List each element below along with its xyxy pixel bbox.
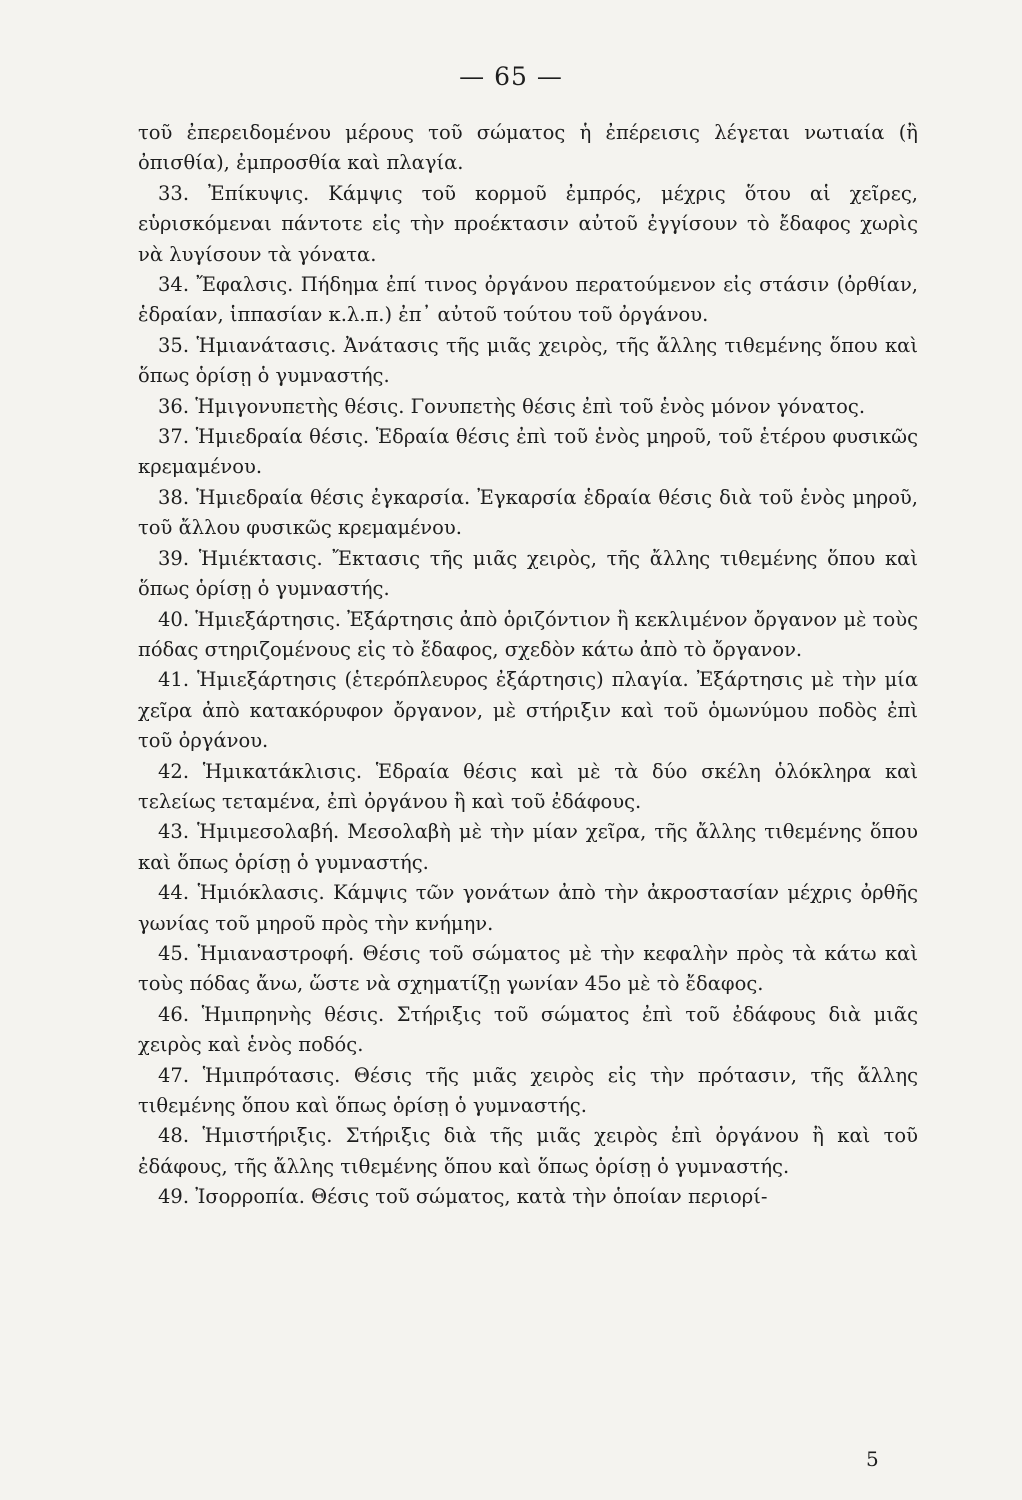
entry-41: 41. Ἡμιεξάρτησις (ἑτερόπλευρος ἐξάρτησις) πλαγία. Ἐξάρτησις μὲ τὴν μία χεῖρα ἀπὸ κατακόρυφον ὄργανον, μὲ στήριξιν καὶ τοῦ ὁμωνύμου ποδὸς ἐπὶ τοῦ ὀργάνου.	[138, 668, 918, 753]
paragraph-continuation: τοῦ ἐπερειδομένου μέρους τοῦ σώματος ἡ ἐπέρεισις λέγεται νωτιαία (ἢ ὀπισθία), ἐμπροσθία καὶ πλαγία.	[138, 121, 918, 175]
text-body	[138, 118, 918, 1213]
entry-43: 43. Ἡμιμεσολαβή. Μεσολαβὴ μὲ τὴν μίαν χεῖρα, τῆς ἄλλης τιθεμένης ὅπου καὶ ὅπως ὁρίσῃ ὁ γυμναστής.	[138, 820, 918, 874]
entry-34: 34. Ἔφαλσις. Πήδημα ἐπί τινος ὀργάνου περατούμενον εἰς στάσιν (ὀρθίαν, ἑδραίαν, ἱππασίαν κ.λ.π.) ἐπ᾽ αὐτοῦ τούτου τοῦ ὀργάνου.	[138, 273, 918, 327]
entry-35: 35. Ἡμιανάτασις. Ἀνάτασις τῆς μιᾶς χειρὸς, τῆς ἄλλης τιθεμένης ὅπου καὶ ὅπως ὁρίσῃ ὁ γυμναστής.	[138, 333, 918, 388]
entry-45: 45. Ἡμιαναστροφή. Θέσις τοῦ σώματος μὲ τὴν κεφαλὴν πρὸς τὰ κάτω καὶ τοὺς πόδας ἄνω, ὥστε νὰ σχηματίζῃ γωνίαν 45ο μὲ τὸ ἔδαφος.	[138, 941, 918, 996]
entry-49: 49. Ἰσορροπία. Θέσις τοῦ σώματος, κατὰ τὴν ὁποίαν περιορί-	[158, 1185, 768, 1209]
entry-48: 48. Ἡμιστήριξις. Στήριξις διὰ τῆς μιᾶς χειρὸς ἐπὶ ὀργάνου ἢ καὶ τοῦ ἐδάφους, τῆς ἄλλης τιθεμένης ὅπου καὶ ὅπως ὁρίσῃ ὁ γυμναστής.	[138, 1124, 918, 1178]
entry-37: 37. Ἡμιεδραία θέσις. Ἑδραία θέσις ἐπὶ τοῦ ἑνὸς μηροῦ, τοῦ ἑτέρου φυσικῶς κρεμαμένου.	[138, 425, 918, 479]
entry-36: 36. Ἡμιγονυπετὴς θέσις. Γονυπετὴς θέσις ἐπὶ τοῦ ἑνὸς μόνον γόνατος.	[158, 394, 866, 418]
entry-47: 47. Ἡμιπρότασις. Θέσις τῆς μιᾶς χειρὸς εἰς τὴν πρότασιν, τῆς ἄλλης τιθεμένης ὅπου καὶ ὅπως ὁρίσῃ ὁ γυμναστής.	[138, 1063, 918, 1117]
entry-42: 42. Ἡμικατάκλισις. Ἑδραία θέσις καὶ μὲ τὰ δύο σκέλη ὁλόκληρα καὶ τελείως τεταμένα, ἐπὶ ὀργάνου ἢ καὶ τοῦ ἐδάφους.	[138, 759, 918, 813]
page-number: — 65 —	[459, 62, 563, 91]
entry-40: 40. Ἡμιεξάρτησις. Ἐξάρτησις ἀπὸ ὁριζόντιον ἢ κεκλιμένον ὄργανον μὲ τοὺς πόδας στηριζομένους εἰς τὸ ἔδαφος, σχεδὸν κάτω ἀπὸ τὸ ὄργανον.	[138, 607, 918, 661]
entry-33: 33. Ἐπίκυψις. Κάμψις τοῦ κορμοῦ ἐμπρός, μέχρις ὅτου αἱ χεῖρες, εὑρισκόμεναι πάντοτε εἰς τὴν προέκτασιν αὐτοῦ ἐγγίσουν τὸ ἔδαφος χωρὶς νὰ λυγίσουν τὰ γόνατα.	[138, 181, 918, 266]
signature-mark: 5	[866, 1447, 879, 1471]
entry-46: 46. Ἡμιπρηνὴς θέσις. Στήριξις τοῦ σώματος ἐπὶ τοῦ ἐδάφους διὰ μιᾶς χειρὸς καὶ ἑνὸς ποδός.	[138, 1002, 918, 1057]
entry-44: 44. Ἡμιόκλασις. Κάμψις τῶν γονάτων ἀπὸ τὴν ἀκροστασίαν μέχρις ὀρθῆς γωνίας τοῦ μηροῦ πρὸς τὴν κνήμην.	[138, 881, 918, 935]
entry-38: 38. Ἡμιεδραία θέσις ἐγκαρσία. Ἐγκαρσία ἑδραία θέσις διὰ τοῦ ἑνὸς μηροῦ, τοῦ ἄλλου φυσικῶς κρεμαμένου.	[138, 485, 918, 540]
entry-39: 39. Ἡμιέκτασις. Ἔκτασις τῆς μιᾶς χειρὸς, τῆς ἄλλης τιθεμένης ὅπου καὶ ὅπως ὁρίσῃ ὁ γυμναστής.	[138, 546, 918, 601]
